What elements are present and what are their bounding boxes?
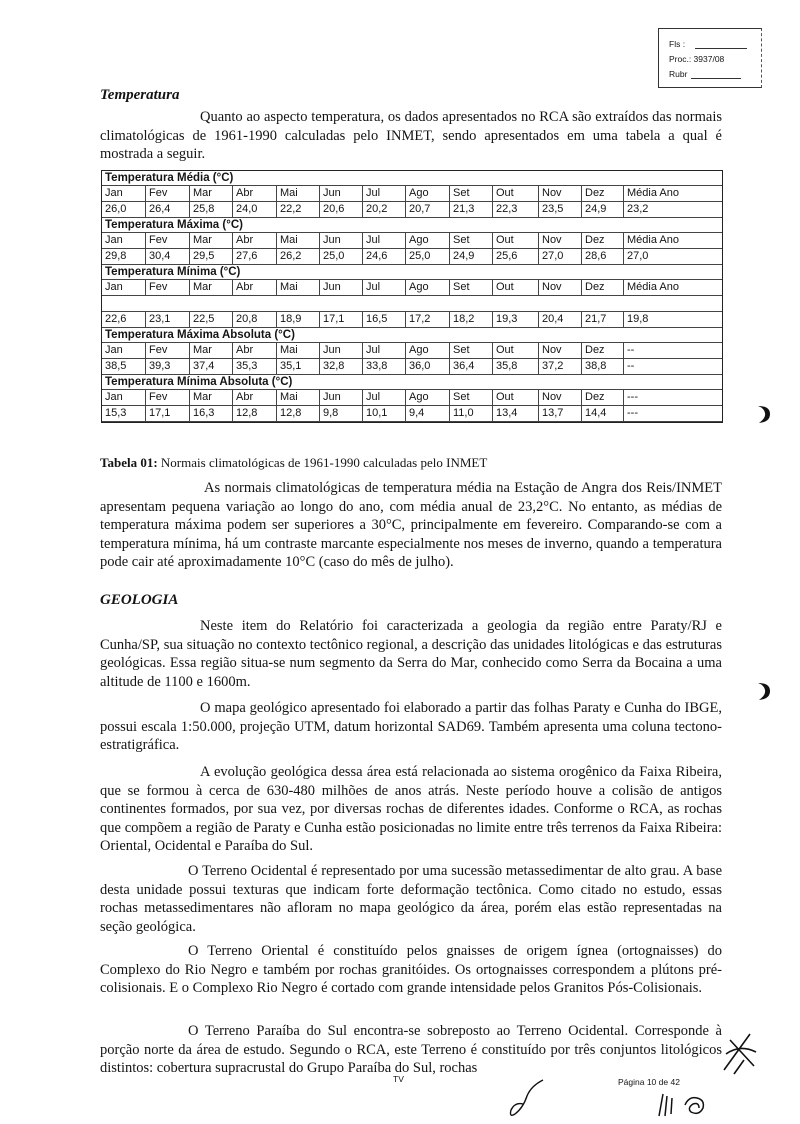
- table-header-cell: Ago: [406, 280, 450, 295]
- table-values-row: [102, 249, 722, 265]
- table-header-cell: Abr: [233, 233, 277, 248]
- table-header-cell: Abr: [233, 343, 277, 358]
- paragraph-geologia-1: Neste item do Relatório foi caracterizada a geologia da região entre Paraty/RJ e Cunha/SP, sua situação no contexto tectônico regional, a descrição das unidades litológicas e das estruturas geológicas. Essa região situa-se num segmento da Serra do Mar, conhecido como Serra da Bocaina a uma altitude de 1100 e 1600m.: [100, 618, 722, 690]
- paragraph-geologia-4: O Terreno Ocidental é representado por uma sucessão metassedimentar de alto grau. A base desta unidade possui texturas que indicam forte deformação tectônica. Como citado no estudo, essas rochas metassedimentares não afloram no mapa geológico da área, porém elas estão representadas na seção geológica.: [100, 863, 722, 935]
- table-header-cell: Fev: [146, 280, 190, 295]
- table-value-cell: 35,1: [277, 359, 320, 374]
- table-header-cell: Dez: [582, 390, 624, 405]
- table-value-cell: 10,1: [363, 406, 406, 421]
- table-value-cell: 22,5: [190, 312, 233, 327]
- table-header-cell: Mar: [190, 186, 233, 201]
- table-header-row: [102, 233, 722, 249]
- table-header-row: [102, 390, 722, 406]
- table-value-cell: 24,0: [233, 202, 277, 217]
- footer-initials: TV: [393, 1074, 404, 1084]
- stamp-rubr: Rubr: [669, 69, 688, 79]
- table-value-cell: 16,3: [190, 406, 233, 421]
- table-value-cell: ---: [627, 407, 638, 419]
- stamp-proc: Proc.: 3937/08: [669, 54, 725, 64]
- table-header-cell: Nov: [539, 390, 582, 405]
- table-header-cell: Mar: [190, 390, 233, 405]
- table-value-cell: 29,5: [190, 249, 233, 264]
- table-value-cell: 22,2: [277, 202, 320, 217]
- table-header-cell: Set: [450, 280, 493, 295]
- table-header-cell: Ago: [406, 233, 450, 248]
- table-header-cell: Mar: [190, 233, 233, 248]
- table-header-cell: Abr: [233, 280, 277, 295]
- table-value-cell: 24,6: [363, 249, 406, 264]
- table-value-cell: --: [627, 360, 635, 372]
- heading-geologia: GEOLOGIA: [100, 592, 179, 608]
- paragraph-normais: As normais climatológicas de temperatura média na Estação de Angra dos Reis/INMET apresentam pequena variação ao longo do ano, com média anual de 23,2°C. No entanto, as médias de temperatura máxima podem ser superiores a 30°C, principalmente em fevereiro. Comparando-se com a temperatura mínima, há um contraste marcante especialmente nos meses de inverno, quando a temperatura pode cair até aproximadamente 10°C (caso do mês de julho).: [100, 480, 722, 570]
- table-header-cell: Dez: [582, 233, 624, 248]
- table-value-cell: 26,0: [102, 202, 146, 217]
- table-header-cell: Nov: [539, 233, 582, 248]
- table-header-cell: Fev: [146, 390, 190, 405]
- table-header-cell: Mar: [190, 343, 233, 358]
- table-value-cell: 32,8: [320, 359, 363, 374]
- table-value-cell: 21,3: [450, 202, 493, 217]
- table-value-cell: 19,8: [627, 313, 649, 325]
- table-header-cell: Jan: [102, 233, 146, 248]
- table-value-cell: 39,3: [146, 359, 190, 374]
- table-values-row: [102, 359, 722, 375]
- table-value-cell: 20,7: [406, 202, 450, 217]
- table-header-cell: Jul: [363, 233, 406, 248]
- table-value-cell: 21,7: [582, 312, 624, 327]
- table-header-cell: Set: [450, 186, 493, 201]
- table-header-cell: Dez: [582, 343, 624, 358]
- paragraph-geologia-6: O Terreno Paraíba do Sul encontra-se sobreposto ao Terreno Ocidental. Corresponde à porção norte da área de estudo. Segundo o RCA, este Terreno é constituído por três conjuntos litológicos distintos: cobertura supracrustal do Grupo Paraíba do Sul, rochas: [100, 1023, 722, 1076]
- table-header-cell: Jul: [363, 390, 406, 405]
- table-value-cell: 35,3: [233, 359, 277, 374]
- table-value-cell: 19,3: [493, 312, 539, 327]
- table-header-cell: Nov: [539, 280, 582, 295]
- table-blank-row: [102, 296, 722, 312]
- table-value-cell: 36,4: [450, 359, 493, 374]
- table-value-cell: 22,6: [102, 312, 146, 327]
- footer-page-number: Página 10 de 42: [618, 1077, 680, 1087]
- table-header-row: [102, 343, 722, 359]
- table-header-cell: Jun: [320, 233, 363, 248]
- table-value-cell: 25,8: [190, 202, 233, 217]
- table-header-cell: Média Ano: [627, 187, 679, 199]
- table-value-cell: 25,0: [320, 249, 363, 264]
- table-header-cell: Out: [493, 233, 539, 248]
- table-header-cell: Ago: [406, 186, 450, 201]
- table-value-cell: 38,8: [582, 359, 624, 374]
- signature-icon: [503, 1076, 549, 1122]
- table-values-row: [102, 406, 722, 422]
- table-header-cell: ---: [627, 391, 638, 403]
- table-header-cell: Jan: [102, 390, 146, 405]
- table-header-cell: Ago: [406, 343, 450, 358]
- table-value-cell: 25,6: [493, 249, 539, 264]
- table-header-cell: Out: [493, 343, 539, 358]
- table-header-cell: Mai: [277, 390, 320, 405]
- table-header-cell: Mai: [277, 233, 320, 248]
- table-header-cell: Jun: [320, 343, 363, 358]
- table-header-cell: Ago: [406, 390, 450, 405]
- table-header-cell: Set: [450, 343, 493, 358]
- table-header-cell: Jul: [363, 186, 406, 201]
- table-value-cell: 14,4: [582, 406, 624, 421]
- table-header-cell: Média Ano: [627, 281, 679, 293]
- table-value-cell: 23,2: [627, 203, 649, 215]
- rubric-scribble-icon: [655, 1092, 713, 1118]
- table-header-cell: Mai: [277, 186, 320, 201]
- table-header-cell: Jul: [363, 280, 406, 295]
- table-header-cell: Fev: [146, 343, 190, 358]
- table-header-cell: Out: [493, 280, 539, 295]
- table-header-cell: Fev: [146, 186, 190, 201]
- table-value-cell: 23,5: [539, 202, 582, 217]
- table-header-cell: Set: [450, 233, 493, 248]
- table-header-cell: Set: [450, 390, 493, 405]
- table-value-cell: 35,8: [493, 359, 539, 374]
- table-value-cell: 27,0: [539, 249, 582, 264]
- table-header-cell: Mar: [190, 280, 233, 295]
- protocol-stamp: [658, 28, 762, 88]
- table-value-cell: 26,2: [277, 249, 320, 264]
- table-value-cell: 17,1: [320, 312, 363, 327]
- table-value-cell: 25,0: [406, 249, 450, 264]
- punch-hole-mark-icon: [756, 402, 774, 426]
- paragraph-geologia-5: O Terreno Oriental é constituído pelos gnaisses de origem ígnea (ortognaisses) do Complexo do Rio Negro e também por rochas granitóides. Os ortognaisses correspondem a plútons pré-colisionais. E o Complexo Rio Negro é cortado com grande intensidade pelos Granitos Pós-Colisionais.: [100, 943, 722, 996]
- table-header-cell: Nov: [539, 343, 582, 358]
- table-header-cell: Jun: [320, 390, 363, 405]
- table-value-cell: 30,4: [146, 249, 190, 264]
- table-value-cell: 23,1: [146, 312, 190, 327]
- table-header-cell: Dez: [582, 280, 624, 295]
- table-header-row: [102, 186, 722, 202]
- table-header-cell: Nov: [539, 186, 582, 201]
- table-header-cell: Dez: [582, 186, 624, 201]
- table-header-cell: Jan: [102, 280, 146, 295]
- table-value-cell: 20,2: [363, 202, 406, 217]
- table-header-cell: --: [627, 344, 635, 356]
- table-value-cell: 38,5: [102, 359, 146, 374]
- table-header-cell: Jul: [363, 343, 406, 358]
- table-section-title: Temperatura Mínima Absoluta (°C): [102, 375, 722, 390]
- table-value-cell: 24,9: [450, 249, 493, 264]
- table-value-cell: 24,9: [582, 202, 624, 217]
- table-value-cell: 12,8: [277, 406, 320, 421]
- table-value-cell: 20,4: [539, 312, 582, 327]
- punch-hole-mark-icon: [756, 679, 774, 703]
- table-header-cell: Mai: [277, 343, 320, 358]
- table-values-row: [102, 202, 722, 218]
- table-header-cell: Jun: [320, 280, 363, 295]
- table-value-cell: 15,3: [102, 406, 146, 421]
- table-header-cell: Abr: [233, 186, 277, 201]
- table-value-cell: 18,2: [450, 312, 493, 327]
- table-value-cell: 22,3: [493, 202, 539, 217]
- table-value-cell: 11,0: [450, 406, 493, 421]
- table-value-cell: 17,2: [406, 312, 450, 327]
- table-section-title: Temperatura Máxima (°C): [102, 218, 722, 233]
- climate-normals-table: [101, 170, 723, 423]
- heading-temperatura: Temperatura: [100, 87, 180, 103]
- table-value-cell: 37,2: [539, 359, 582, 374]
- table-value-cell: 27,0: [627, 250, 649, 262]
- table-caption: Tabela 01: Normais climatológicas de 1961-1990 calculadas pelo INMET: [100, 455, 488, 470]
- table-value-cell: 9,8: [320, 406, 363, 421]
- table-header-cell: Mai: [277, 280, 320, 295]
- table-values-row: [102, 312, 722, 328]
- table-value-cell: 26,4: [146, 202, 190, 217]
- table-value-cell: 28,6: [582, 249, 624, 264]
- paragraph-geologia-3: A evolução geológica dessa área está relacionada ao sistema orogênico da Faixa Ribeira, que se formou à cerca de 630-480 milhões de anos atrás. Neste período houve a colisão de antigos continentes formados, por sua vez, por diversas rochas de diferentes idades. Conforme o RCA, as rochas que compõem a região de Paraty e Cunha estão posicionadas no limite entre três terrenos da Faixa Ribeira: Oriental, Ocidental e Paraíba do Sul.: [100, 764, 722, 854]
- table-header-cell: Jan: [102, 343, 146, 358]
- stamp-fls: Fls :: [669, 39, 686, 49]
- table-header-cell: Abr: [233, 390, 277, 405]
- table-header-cell: Out: [493, 390, 539, 405]
- table-value-cell: 9,4: [406, 406, 450, 421]
- table-header-cell: Média Ano: [627, 234, 679, 246]
- table-value-cell: 17,1: [146, 406, 190, 421]
- table-value-cell: 16,5: [363, 312, 406, 327]
- table-value-cell: 13,4: [493, 406, 539, 421]
- initials-scribble-icon: [720, 1030, 760, 1078]
- table-value-cell: 20,8: [233, 312, 277, 327]
- table-value-cell: 18,9: [277, 312, 320, 327]
- table-header-cell: Jan: [102, 186, 146, 201]
- table-value-cell: 13,7: [539, 406, 582, 421]
- table-value-cell: 29,8: [102, 249, 146, 264]
- table-section-title: Temperatura Máxima Absoluta (°C): [102, 328, 722, 343]
- table-section-title: Temperatura Média (°C): [102, 171, 722, 186]
- table-section-title: Temperatura Mínima (°C): [102, 265, 722, 280]
- table-header-cell: Out: [493, 186, 539, 201]
- table-value-cell: 20,6: [320, 202, 363, 217]
- paragraph-geologia-2: O mapa geológico apresentado foi elaborado a partir das folhas Paraty e Cunha do IBGE, possui escala 1:50.000, projeção UTM, datum horizontal SAD69. Também apresenta uma coluna tectono-estratigráfica.: [100, 700, 722, 753]
- table-header-cell: Fev: [146, 233, 190, 248]
- table-value-cell: 27,6: [233, 249, 277, 264]
- table-value-cell: 33,8: [363, 359, 406, 374]
- table-value-cell: 36,0: [406, 359, 450, 374]
- table-value-cell: 37,4: [190, 359, 233, 374]
- table-value-cell: 12,8: [233, 406, 277, 421]
- table-header-row: [102, 280, 722, 296]
- paragraph-intro: Quanto ao aspecto temperatura, os dados apresentados no RCA são extraídos das normais climatológicas de 1961-1990 calculadas pelo INMET, sendo apresentados em uma tabela a qual é mostrada a seguir.: [100, 109, 722, 162]
- table-header-cell: Jun: [320, 186, 363, 201]
